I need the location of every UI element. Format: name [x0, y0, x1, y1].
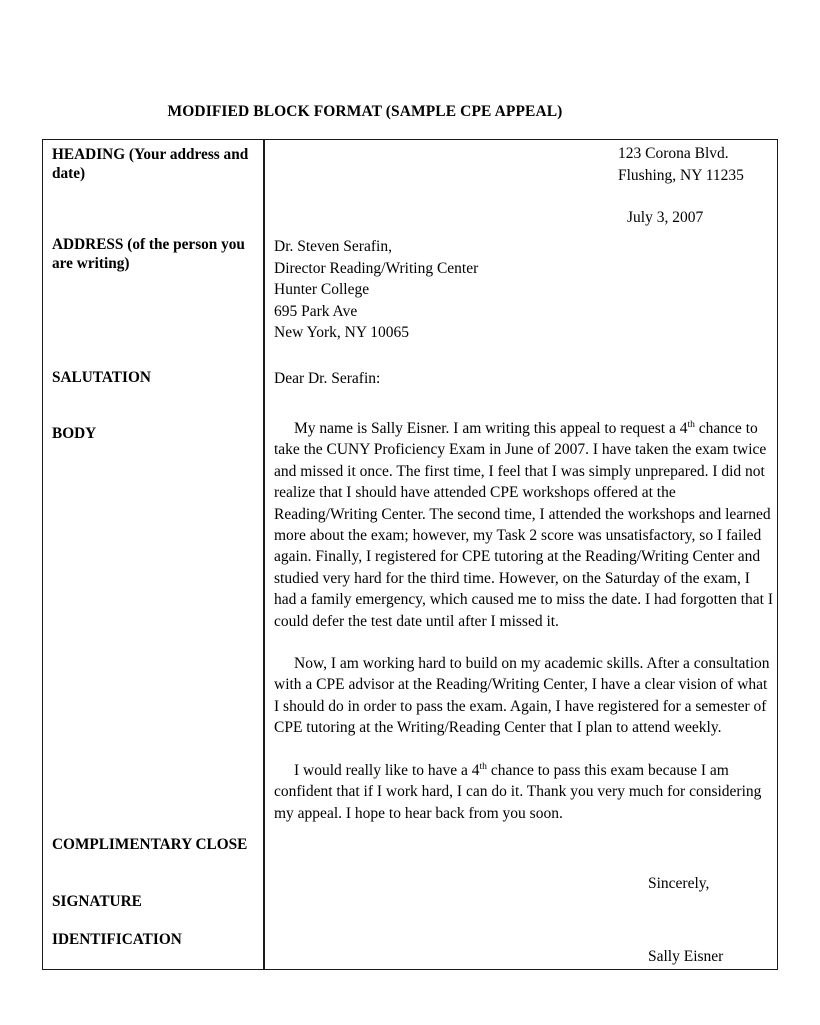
- label-salutation: SALUTATION: [52, 369, 151, 386]
- label-identification: IDENTIFICATION: [52, 931, 182, 948]
- letter-salutation: Dear Dr. Serafin:: [274, 370, 381, 387]
- body-paragraph: [274, 418, 774, 632]
- label-heading: HEADING (Your address and date): [52, 146, 249, 182]
- sender-heading-block: [618, 143, 744, 229]
- recipient-street: 695 Park Ave: [274, 302, 358, 320]
- paragraph-text-before-superscript: My name is Sally Eisner. I am writing this appeal to request a 4: [294, 420, 688, 437]
- label-signature: SIGNATURE: [52, 893, 142, 910]
- body-paragraph: [274, 760, 774, 824]
- ordinal-superscript: th: [687, 418, 695, 430]
- paragraph-text-before-superscript: I would really like to have a 4: [294, 761, 480, 779]
- recipient-name: Dr. Steven Serafin,: [274, 238, 392, 255]
- paragraph-text-after-superscript: chance to take the CUNY Proficiency Exam in June of 2007. I have taken the exam twice and missed it once. The first time, I feel that I was simply unprepared. I did not realize that I should have attended CPE workshops offered at the Reading/Writing Center. The second time, I attended the workshops and learned more about the exam; however, my Task 2 score was unsatisfactory, so I failed again. Finally, I registered for CPE tutoring at the Reading/Writing Center and studied very hard for the third time. However, on the Saturday of the exam, I had a family emergency, which caused me to miss the date. I had forgotten that I could defer the test date until after I missed it.: [274, 420, 773, 630]
- body-paragraph: [274, 653, 774, 739]
- ordinal-superscript: th: [479, 760, 487, 772]
- complimentary-close-text: Sincerely,: [648, 875, 710, 892]
- recipient-address-block: [274, 236, 478, 344]
- label-complimentary-close: COMPLIMENTARY CLOSE: [52, 836, 248, 853]
- letter-part-label-column: [43, 140, 263, 969]
- label-address: ADDRESS (of the person you are writing): [52, 236, 245, 272]
- letter-format-table: [42, 139, 778, 970]
- recipient-city-state-zip: New York, NY 10065: [274, 324, 410, 341]
- recipient-title: Director Reading/Writing Center: [274, 259, 479, 277]
- label-body: BODY: [52, 425, 97, 442]
- paragraph-text-after-superscript: chance to pass this exam because I am confident that if I work hard, I can do it. Thank you very much for considering my appeal. I hope to hear back from you soon.: [274, 761, 762, 822]
- sender-city-state-zip: Flushing, NY 11235: [618, 166, 744, 184]
- paragraph-text-before-superscript: Now, I am working hard to build on my academic skills. After a consultation with a CPE advisor at the Reading/Writing Center, I have a clear vision of what I should do in order to pass the exam. Again, I have registered for a semester of CPE tutoring at the Writing/Reading Center that I plan to attend weekly.: [274, 655, 770, 737]
- letter-content-column: [265, 140, 777, 969]
- page-title: MODIFIED BLOCK FORMAT (SAMPLE CPE APPEAL): [167, 103, 563, 120]
- sender-street: 123 Corona Blvd.: [618, 145, 729, 162]
- letter-body: [274, 418, 774, 824]
- identification-name: Sally Eisner: [648, 948, 724, 965]
- letter-date: July 3, 2007: [627, 209, 704, 226]
- recipient-organization: Hunter College: [274, 281, 370, 298]
